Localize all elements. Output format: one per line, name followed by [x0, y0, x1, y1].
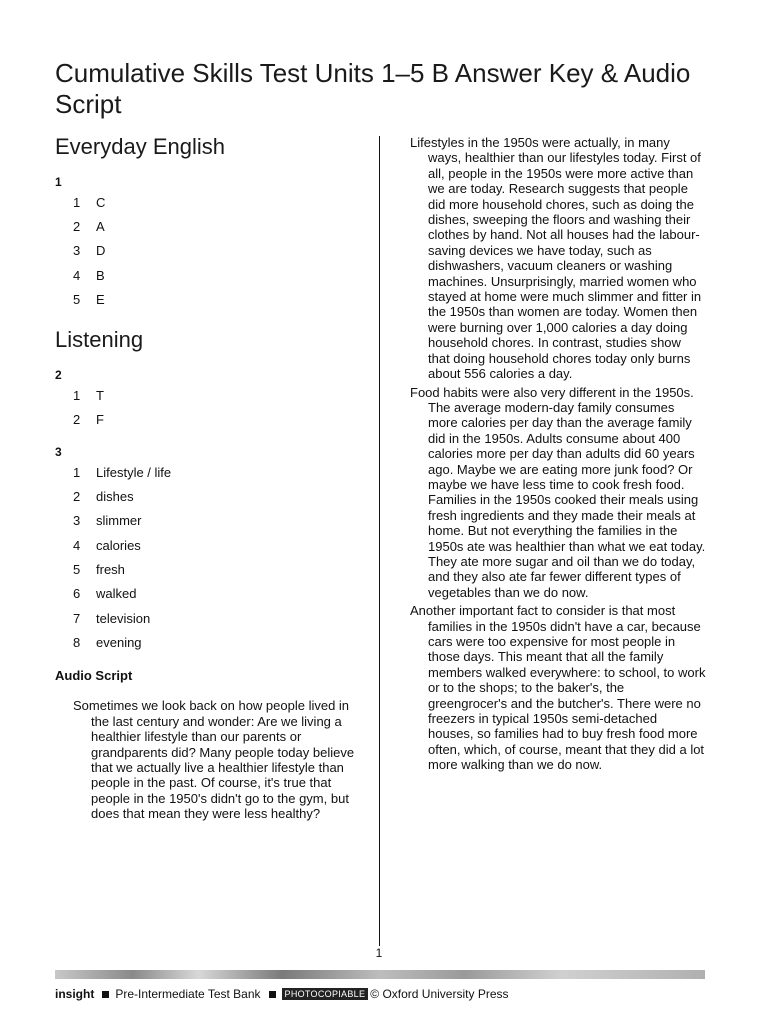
answer-text: television: [96, 610, 151, 626]
answer-item: [55, 630, 365, 654]
answer-item: [55, 509, 365, 533]
answer-number: 2: [73, 412, 81, 428]
footer-publisher: © Oxford University Press: [370, 987, 509, 1001]
answer-item: [55, 190, 365, 214]
page-number: 1: [375, 946, 383, 960]
answer-number: 2: [73, 218, 81, 234]
answer-item: [55, 408, 365, 432]
answer-text: slimmer: [96, 513, 142, 529]
answer-item: [55, 606, 365, 630]
answer-text: walked: [96, 586, 137, 602]
answer-number: 1: [73, 464, 81, 480]
answer-item: [55, 484, 365, 508]
footer-book-title: Pre-Intermediate Test Bank: [115, 987, 261, 1001]
left-column: [55, 132, 365, 822]
answer-number: 5: [73, 561, 81, 577]
square-bullet-icon: [102, 991, 109, 998]
answer-text: calories: [96, 537, 141, 553]
everyday-english-heading: Everyday English: [55, 134, 225, 159]
answer-number: 1: [73, 388, 81, 404]
answer-text: dishes: [96, 489, 134, 505]
answer-text: E: [96, 291, 105, 307]
photocopiable-badge: PHOTOCOPIABLE: [282, 988, 369, 1000]
question-number: 2: [55, 368, 62, 383]
audio-script-paragraph: Lifestyles in the 1950s were actually, in many ways, healthier than our lifestyles today. First of all, people in the 1950s were more active than we are today. Research suggests that people did more household chores, such as doing the dishes, sweeping the floors and washing their clothes by hand. Not all houses had the labour-saving devices we have today, such as dishwashers, vacuum cleaners or washing machines. Unsurprisingly, married women who stayed at home were much slimmer and fitter in the 1950s than women are today. Women then were burning over 1,000 calories a day doing household chores. In contrast, studies show that doing household chores today only burns about 556 calories a day.: [410, 135, 702, 382]
answer-item: [55, 239, 365, 263]
square-bullet-icon: [269, 991, 276, 998]
audio-script-paragraph: Food habits were also very different in the 1950s. The average modern-day family consumes more calories per day than the average family did in the 1950s. Adults consume about 400 calories more per day than adults did 60 years ago. Maybe we are eating more junk food? Or maybe we have less time to cook fresh food. Families in the 1950s cooked their meals using fresh ingredients and they made their meals at home. But not everything the families in the 1950s ate was healthier than what we eat today. They ate more sugar and oil than we do today, and they also ate far fewer different types of vegetables than we do now.: [410, 384, 706, 600]
answer-list-q2: [55, 383, 365, 432]
audio-script-heading: Audio Script: [55, 668, 133, 684]
answer-text: evening: [96, 634, 142, 650]
answer-text: A: [96, 218, 105, 234]
answer-item: [55, 533, 365, 557]
answer-number: 5: [73, 291, 81, 307]
answer-number: 3: [73, 243, 81, 259]
answer-text: D: [96, 243, 106, 259]
question-number: 3: [55, 445, 62, 460]
answer-text: T: [96, 388, 104, 404]
audio-script-paragraph: Sometimes we look back on how people lived in the last century and wonder: Are we living a healthier lifestyle than our parents or grandparents did? Many people today believe that we actually live a healthier lifestyle than people in the past. Of course, it's true that people in the 1950's didn't go to the gym, but does that mean they were less healthy?: [73, 698, 355, 822]
answer-item: [55, 263, 365, 287]
answer-text: B: [96, 267, 105, 283]
listening-heading: Listening: [55, 327, 144, 353]
answer-number: 6: [73, 586, 81, 602]
answer-number: 1: [73, 194, 81, 210]
question-number: 1: [55, 175, 62, 189]
answer-item: [55, 557, 365, 581]
answer-text: fresh: [96, 561, 125, 577]
answer-text: Lifestyle / life: [96, 464, 172, 480]
right-column: [410, 135, 706, 773]
answer-text: C: [96, 194, 106, 210]
answer-item: [55, 287, 365, 311]
answer-item: [55, 460, 365, 484]
audio-script-paragraph: Another important fact to consider is that most families in the 1950s didn't have a car, because cars were too expensive for most people in those days. This meant that all the family members walked everywhere: to school, to work or to the shops; to the baker's, the greengrocer's and the butcher's. There were no freezers in typical 1950s semi-detached houses, so families had to buy fresh food more often, which, of course, meant that they did a lot more walking than we do now.: [410, 603, 706, 773]
answer-list-q1: [55, 190, 365, 311]
answer-number: 4: [73, 267, 81, 283]
answer-item: [55, 383, 365, 407]
footer-image-band: [55, 970, 705, 979]
answer-number: 7: [73, 610, 81, 626]
answer-item: [55, 214, 365, 238]
footer-brand: insight: [55, 987, 95, 1001]
page-title: Cumulative Skills Test Units 1–5 B Answer Key & Audio Script: [55, 58, 691, 119]
answer-number: 4: [73, 537, 81, 553]
answer-list-q3: [55, 460, 365, 654]
column-divider: [379, 136, 380, 946]
answer-text: F: [96, 412, 104, 428]
answer-item: [55, 582, 365, 606]
answer-number: 8: [73, 634, 81, 650]
footer: [55, 986, 509, 1002]
answer-number: 3: [73, 513, 81, 529]
answer-number: 2: [73, 489, 81, 505]
